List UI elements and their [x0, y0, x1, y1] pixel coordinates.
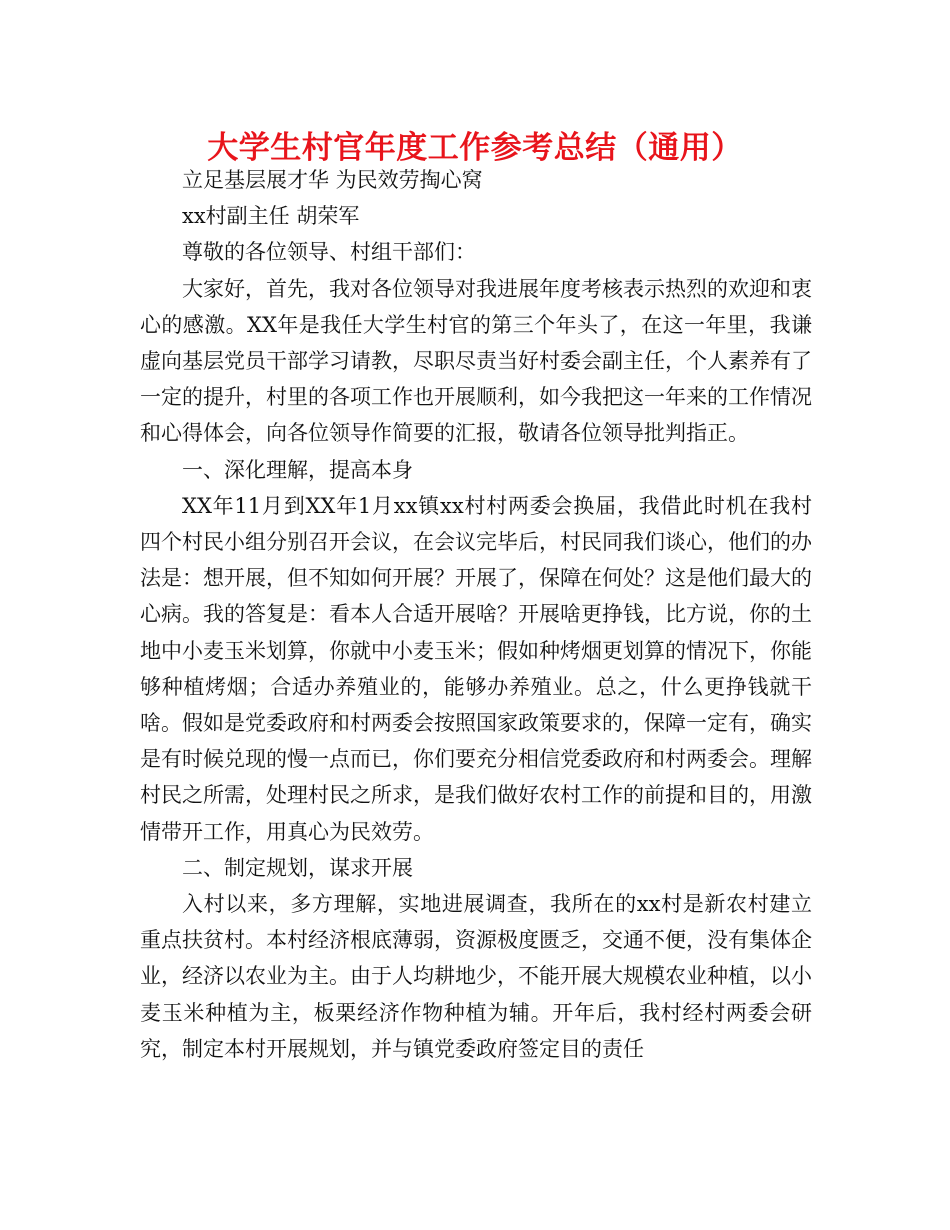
body-paragraph: 大家好，首先，我对各位领导对我进展年度考核表示热烈的欢迎和衷心的感激。XX年是我任大学生村官的第三个年头了，在这一年里，我谦虚向基层党员干部学习请教，尽职尽责当好村委会副主任，个人素养有了一定的提升，村里的各项工作也开展顺利，如今我把这一年来的工作情况和心得体会，向各位领导作简要的汇报，敬请各位领导批判指正。 [140, 276, 812, 446]
section-heading: 二、制定规划，谋求开展 [182, 855, 413, 880]
author-line: xx村副主任 胡荣军 [182, 204, 360, 229]
body-paragraph: 入村以来，多方理解，实地进展调查，我所在的xx村是新农村建立重点扶贫村。本村经济根底薄弱，资源极度匮乏，交通不便，没有集体企业，经济以农业为主。由于人均耕地少，不能开展大规模农业种植，以小麦玉米种植为主，板栗经济作物种植为辅。开年后，我村经村两委会研究，制定本村开展规划，并与镇党委政府签定目的责任 [140, 892, 812, 1061]
section-heading: 一、深化理解，提高本身 [182, 457, 413, 482]
document-title: 大学生村官年度工作参考总结（通用） [207, 130, 743, 166]
subtitle-paragraph: 立足基层展才华 为民效劳掏心窝 [182, 168, 483, 192]
body-paragraph: XX年11月到XX年1月xx镇xx村村两委会换届，我借此时机在我村四个村民小组分别召开会议，在会议完毕后，村民同我们谈心，他们的办法是：想开展，但不知如何开展？开展了，保障在何处？这是他们最大的心病。我的答复是：看本人合适开展啥？开展啥更挣钱，比方说，你的土地中小麦玉米划算，你就中小麦玉米；假如种烤烟更划算的情况下，你能够种植烤烟；合适办养殖业的，能够办养殖业。总之，什么更挣钱就干啥。假如是党委政府和村两委会按照国家政策要求的，保障一定有，确实是有时候兑现的慢一点而已，你们要充分相信党委政府和村两委会。理解村民之所需，处理村民之所求，是我们做好农村工作的前提和目的，用激情带开工作，用真心为民效劳。 [140, 493, 812, 844]
salutation-paragraph: 尊敬的各位领导、村组干部们： [182, 240, 476, 265]
document-body [140, 162, 812, 1067]
